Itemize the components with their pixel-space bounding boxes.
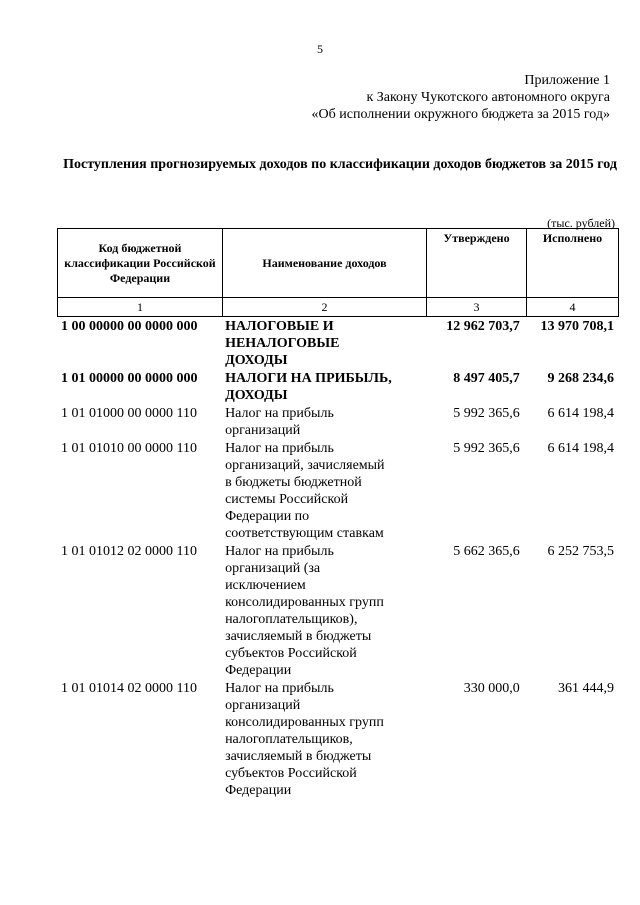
- row-name: НАЛОГИ НА ПРИБЫЛЬ, ДОХОДЫ: [225, 371, 392, 403]
- header-approved: Утверждено: [427, 229, 527, 298]
- table-row: [57, 680, 618, 799]
- row-executed: 361 444,9: [558, 681, 614, 696]
- units-label: (тыс. рублей): [547, 216, 615, 230]
- annex-header: [312, 72, 610, 123]
- header-executed: Исполнено: [527, 229, 619, 298]
- row-executed: 13 970 708,1: [540, 319, 614, 334]
- row-approved: 5 992 365,6: [453, 406, 520, 421]
- row-name: Налог на прибыль организаций, зачисляемый в бюджеты бюджетной системы Российской Федерации по соответствующим ставкам: [225, 441, 385, 541]
- header-name: Наименование доходов: [223, 229, 427, 298]
- row-name: НАЛОГОВЫЕ И НЕНАЛОГОВЫЕ ДОХОДЫ: [225, 319, 340, 368]
- row-executed: 6 252 753,5: [547, 544, 614, 559]
- col-number-3: 3: [427, 298, 527, 317]
- row-approved: 8 497 405,7: [453, 371, 520, 386]
- row-executed: 9 268 234,6: [547, 371, 614, 386]
- row-name: Налог на прибыль организаций: [225, 406, 334, 438]
- row-code: 1 01 01012 02 0000 110: [61, 544, 197, 559]
- table-row: [57, 440, 618, 542]
- table-header: [57, 228, 619, 317]
- row-code: 1 00 00000 00 0000 000: [61, 319, 198, 334]
- table-row: [57, 370, 618, 404]
- page-number: 5: [317, 42, 323, 56]
- row-code: 1 01 01000 00 0000 110: [61, 406, 197, 421]
- table-row: [57, 318, 618, 369]
- row-code: 1 01 01014 02 0000 110: [61, 681, 197, 696]
- row-code: 1 01 01010 00 0000 110: [61, 441, 197, 456]
- annex-line-2: к Закону Чукотского автономного округа: [366, 90, 610, 105]
- row-approved: 5 992 365,6: [453, 441, 520, 456]
- annex-line-1: Приложение 1: [524, 73, 610, 88]
- document-title: Поступления прогнозируемых доходов по классификации доходов бюджетов за 2015 год: [63, 157, 617, 172]
- row-code: 1 01 00000 00 0000 000: [61, 371, 198, 386]
- col-number-4: 4: [527, 298, 619, 317]
- col-number-2: 2: [223, 298, 427, 317]
- row-approved: 12 962 703,7: [446, 319, 520, 334]
- table-row: [57, 543, 618, 679]
- row-name: Налог на прибыль организаций (за исключением консолидированных групп налогоплательщиков), зачисляемый в бюджеты субъектов Российской Федерации: [225, 544, 384, 678]
- annex-line-3: «Об исполнении окружного бюджета за 2015 год»: [311, 107, 610, 122]
- table-body: [57, 318, 618, 799]
- col-number-1: 1: [58, 298, 223, 317]
- row-approved: 330 000,0: [463, 681, 520, 696]
- row-executed: 6 614 198,4: [547, 441, 614, 456]
- row-name: Налог на прибыль организаций консолидированных групп налогоплательщиков, зачисляемый в бюджеты субъектов Российской Федерации: [225, 681, 384, 798]
- row-approved: 5 662 365,6: [453, 544, 520, 559]
- table-row: [57, 405, 618, 439]
- header-code: Код бюджетной классификации Российской Федерации: [58, 229, 223, 298]
- row-executed: 6 614 198,4: [547, 406, 614, 421]
